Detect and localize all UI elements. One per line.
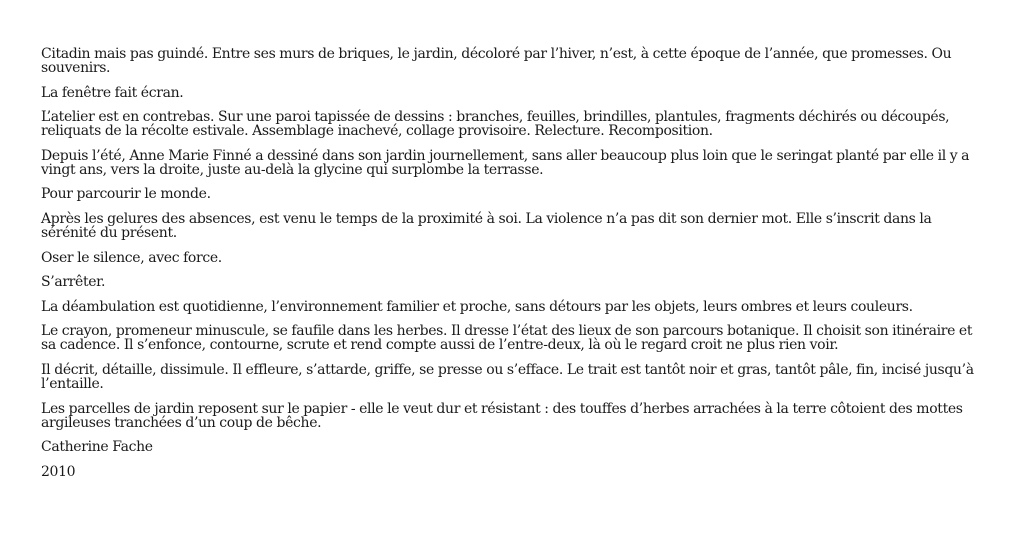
paragraph: S’arrêter. [41, 274, 106, 291]
paragraph: Le crayon, promeneur minuscule, se faufile dans les herbes. Il dresse l’état des lieux de son parcours botanique. Il choisit son itinéraire et sa cadence. Il s’enfonce, contourne, scrute et rend compte aussi de l’entre-deux, là où le regard croit ne plus rien voir. [41, 323, 973, 354]
paragraph: Citadin mais pas guindé. Entre ses murs de briques, le jardin, décoloré par l’hiver, n’est, à cette époque de l’année, que promesses. Ou souvenirs. [41, 46, 952, 76]
paragraph: Il décrit, détaille, dissimule. Il effleure, s’attarde, griffe, se presse ou s’efface. Le trait est tantôt noir et gras, tantôt pâle, fin, incisé jusqu’à l’entaille. [41, 361, 974, 392]
paragraph: La fenêtre fait écran. [41, 84, 184, 101]
paragraph: La déambulation est quotidienne, l’environnement familier et proche, sans détours par les objets, leurs ombres et leurs couleurs. [41, 298, 913, 315]
paragraph: L’atelier est en contrebas. Sur une paroi tapissée de dessins : branches, feuilles, brindilles, plantules, fragments déchirés ou découpés, reliquats de la récolte estivale. Assemblage inachevé, collage provisoire. Relecture. Recomposition. [41, 109, 950, 140]
paragraph: Pour parcourir le monde. [41, 186, 211, 203]
paragraph: Après les gelures des absences, est venu le temps de la proximité à soi. La violence n’a pas dit son dernier mot. Elle s’inscrit dans la sérénité du présent. [41, 210, 932, 241]
paragraph: Depuis l’été, Anne Marie Finné a dessiné dans son jardin journellement, sans aller beaucoup plus loin que le seringat planté par elle il y a vingt ans, vers la droite, juste au-delà la glycine qui surplombe la terrasse. [41, 147, 970, 178]
author-signature: Catherine Fache [41, 439, 153, 456]
paragraph: Oser le silence, avec force. [41, 249, 222, 266]
year: 2010 [41, 463, 76, 480]
article-text [41, 47, 986, 489]
paragraph: Les parcelles de jardin reposent sur le papier - elle le veut dur et résistant : des touffes d’herbes arrachées à la terre côtoient des mottes argileuses tranchées d’un coup de bêche. [41, 400, 963, 431]
